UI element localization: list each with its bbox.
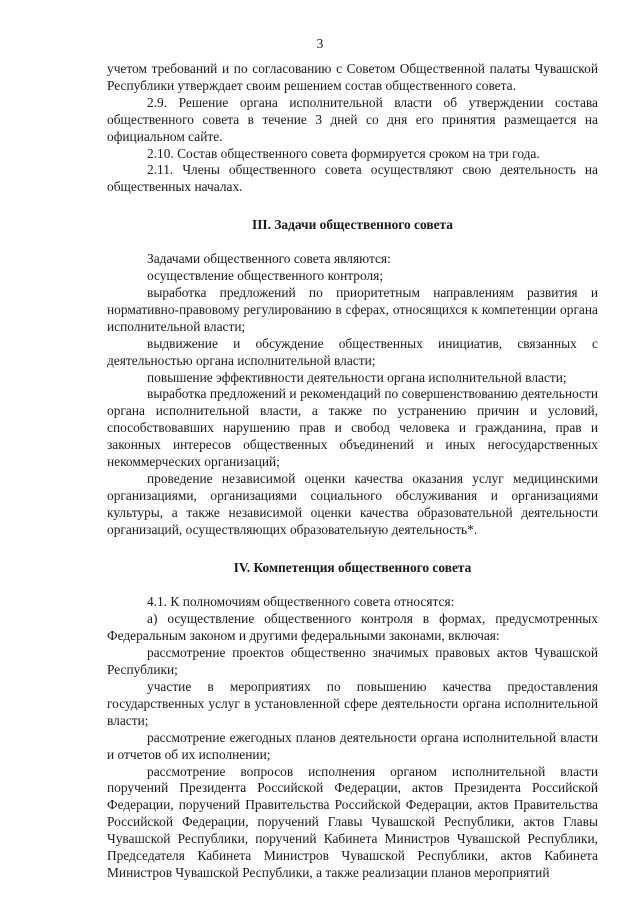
- paragraph: проведение независимой оценки качества оказания услуг медицинскими организациями, организациями социального обслуживания и организациями культуры, а также независимой оценки качества образовательной деятельности организаций, осуществляющих образовательную деятельность*.: [107, 470, 598, 537]
- document-body: [107, 61, 598, 882]
- paragraph: рассмотрение ежегодных планов деятельности органа исполнительной власти и отчетов об их исполнении;: [107, 729, 598, 762]
- paragraph: а) осуществление общественного контроля в формах, предусмотренных Федеральным законом и другими федеральными законами, включая:: [107, 611, 598, 644]
- section-heading-competence: IV. Компетенция общественного совета: [233, 559, 472, 575]
- paragraph: Задачами общественного совета являются:: [147, 251, 391, 267]
- paragraph: рассмотрение проектов общественно значимых правовых актов Чувашской Республики;: [107, 645, 598, 678]
- paragraph: повышение эффективности деятельности органа исполнительной власти;: [147, 369, 567, 385]
- page-number: 3: [316, 36, 324, 51]
- paragraph: учетом требований и по согласованию с Советом Общественной палаты Чувашской Республики утверждает своим решением состав общественного совета.: [107, 61, 598, 93]
- paragraph: рассмотрение вопросов исполнения органом исполнительной власти поручений Президента Российской Федерации, актов Президента Российской Федерации, поручений Правительства Российской Федерации, актов Правительства Российской Федерации, поручений Главы Чувашской Республики, актов Главы Чувашской Республики, поручений Кабинета Министров Чувашской Республики, Председателя Кабинета Министров Чувашской Республики, актов Кабинета Министров Чувашской Республики, а также реализации планов мероприятий: [107, 763, 598, 880]
- paragraph: 2.10. Состав общественного совета формируется сроком на три года.: [147, 145, 540, 161]
- paragraph: участие в мероприятиях по повышению качества предоставления государственных услуг в установленной сфере деятельности органа исполнительной власти;: [107, 679, 598, 728]
- paragraph: выдвижение и обсуждение общественных инициатив, связанных с деятельностью органа исполнительной власти;: [107, 335, 598, 368]
- paragraph: выработка предложений и рекомендаций по совершенствованию деятельности органа исполнительной власти, а также по устранению причин и условий, способствовавших нарушению прав и свобод человека и гражданина, прав и законных интересов общественных объединений и иных негосударственных некоммерческих организаций;: [107, 386, 598, 470]
- paragraph: 2.11. Члены общественного совета осуществляют свою деятельность на общественных началах.: [107, 162, 598, 195]
- paragraph: осуществление общественного контроля;: [147, 268, 384, 284]
- paragraph: 4.1. К полномочиям общественного совета относятся:: [147, 594, 455, 610]
- section-heading-tasks: III. Задачи общественного совета: [252, 217, 453, 233]
- paragraph: выработка предложений по приоритетным направлениям развития и нормативно-правовому регулированию в сферах, относящихся к компетенции органа исполнительной власти;: [107, 284, 598, 334]
- paragraph: 2.9. Решение органа исполнительной власти об утверждении состава общественного совета в течение 3 дней со дня его принятия размещается на официальном сайте.: [107, 94, 598, 144]
